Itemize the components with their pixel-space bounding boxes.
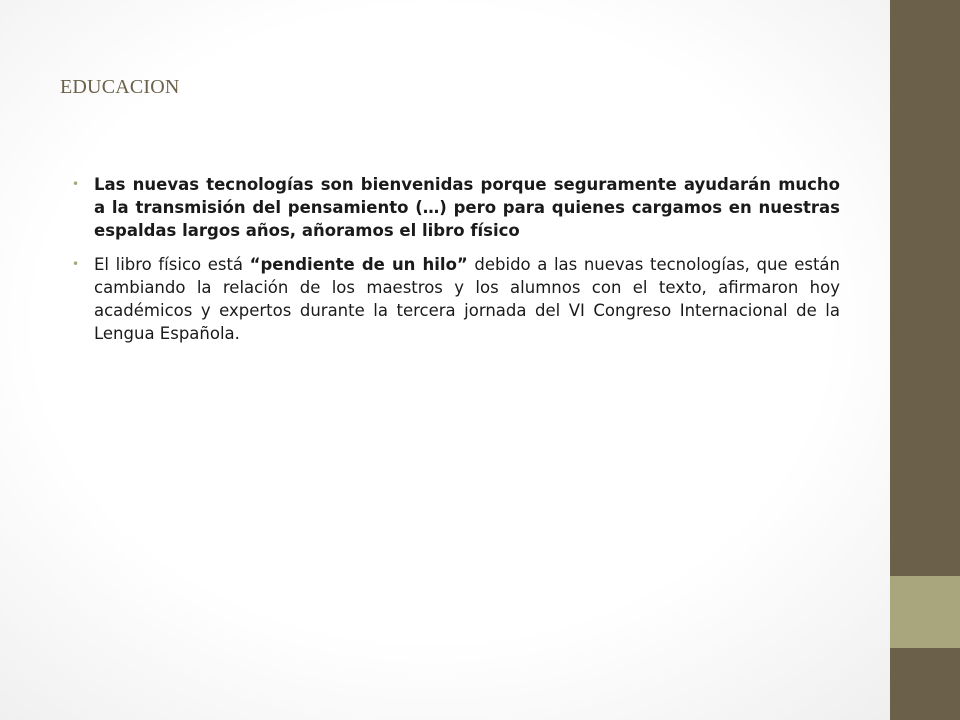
bullet-text-after: debido a las nuevas tecnologías, que están cambiando la relación de los maestros y los alumnos con el texto, afirmaron hoy académicos y expertos durante la tercera jornada del VI Congreso Internacional de la Lengua Española.	[94, 255, 840, 343]
sidebar-bottom-block	[890, 648, 960, 720]
slide-content	[72, 173, 840, 356]
slide-title: EDUCACION	[60, 76, 180, 98]
bullet-text-before: El libro físico está	[94, 255, 250, 274]
bullet-item	[72, 173, 840, 242]
bullet-text-bold: “pendiente de un hilo”	[249, 255, 468, 274]
bullet-icon: •	[72, 177, 80, 191]
bullet-icon: •	[72, 257, 80, 271]
bullet-text: Las nuevas tecnologías son bienvenidas porque seguramente ayudarán mucho a la transmisión del pensamiento (…) pero para quienes cargamos en nuestras espaldas largos años, añoramos el libro físico	[94, 175, 840, 240]
sidebar-accent-block	[890, 576, 960, 648]
sidebar-top-block	[890, 0, 960, 576]
decorative-sidebar	[890, 0, 960, 720]
bullet-item	[72, 253, 840, 345]
